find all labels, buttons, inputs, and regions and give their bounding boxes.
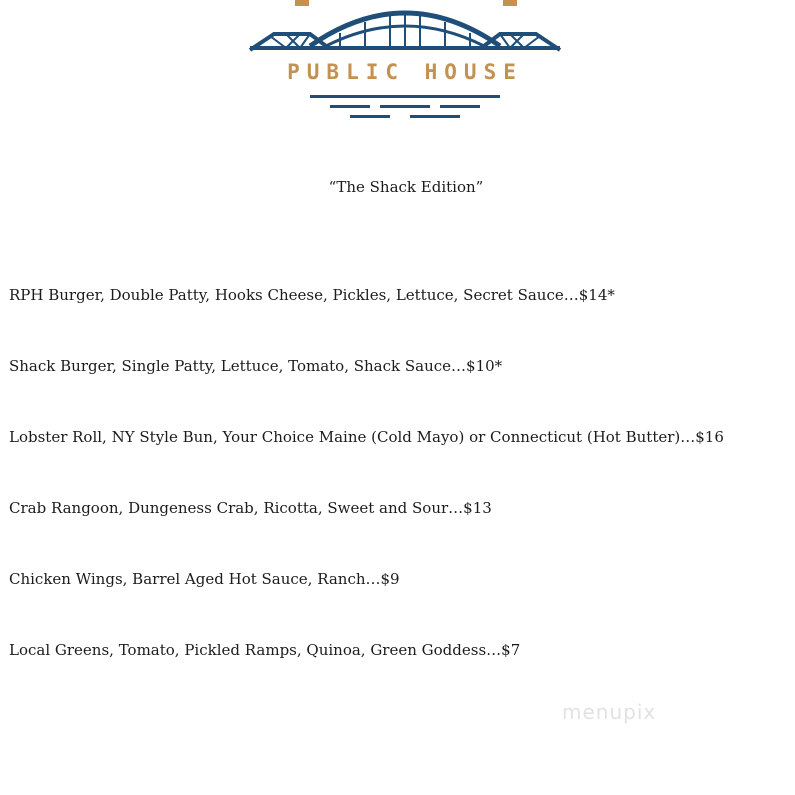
menu-item: RPH Burger, Double Patty, Hooks Cheese, Pickles, Lettuce, Secret Sauce…$14*	[9, 286, 615, 304]
logo-subtitle: PUBLIC HOUSE	[287, 60, 523, 84]
menu-item: Crab Rangoon, Dungeness Crab, Ricotta, Sweet and Sour…$13	[9, 499, 492, 517]
menu-item: Shack Burger, Single Patty, Lettuce, Tomato, Shack Sauce…$10*	[9, 357, 503, 375]
watermark: menupix	[562, 700, 657, 724]
menu-edition-title: “The Shack Edition”	[328, 178, 484, 196]
menu-item: Local Greens, Tomato, Pickled Ramps, Quinoa, Green Goddess…$7	[9, 641, 521, 659]
menu-item: Lobster Roll, NY Style Bun, Your Choice Maine (Cold Mayo) or Connecticut (Hot Butter)…$16	[9, 428, 724, 446]
menu-list	[9, 286, 724, 712]
menu-item: Chicken Wings, Barrel Aged Hot Sauce, Ranch…$9	[9, 570, 400, 588]
